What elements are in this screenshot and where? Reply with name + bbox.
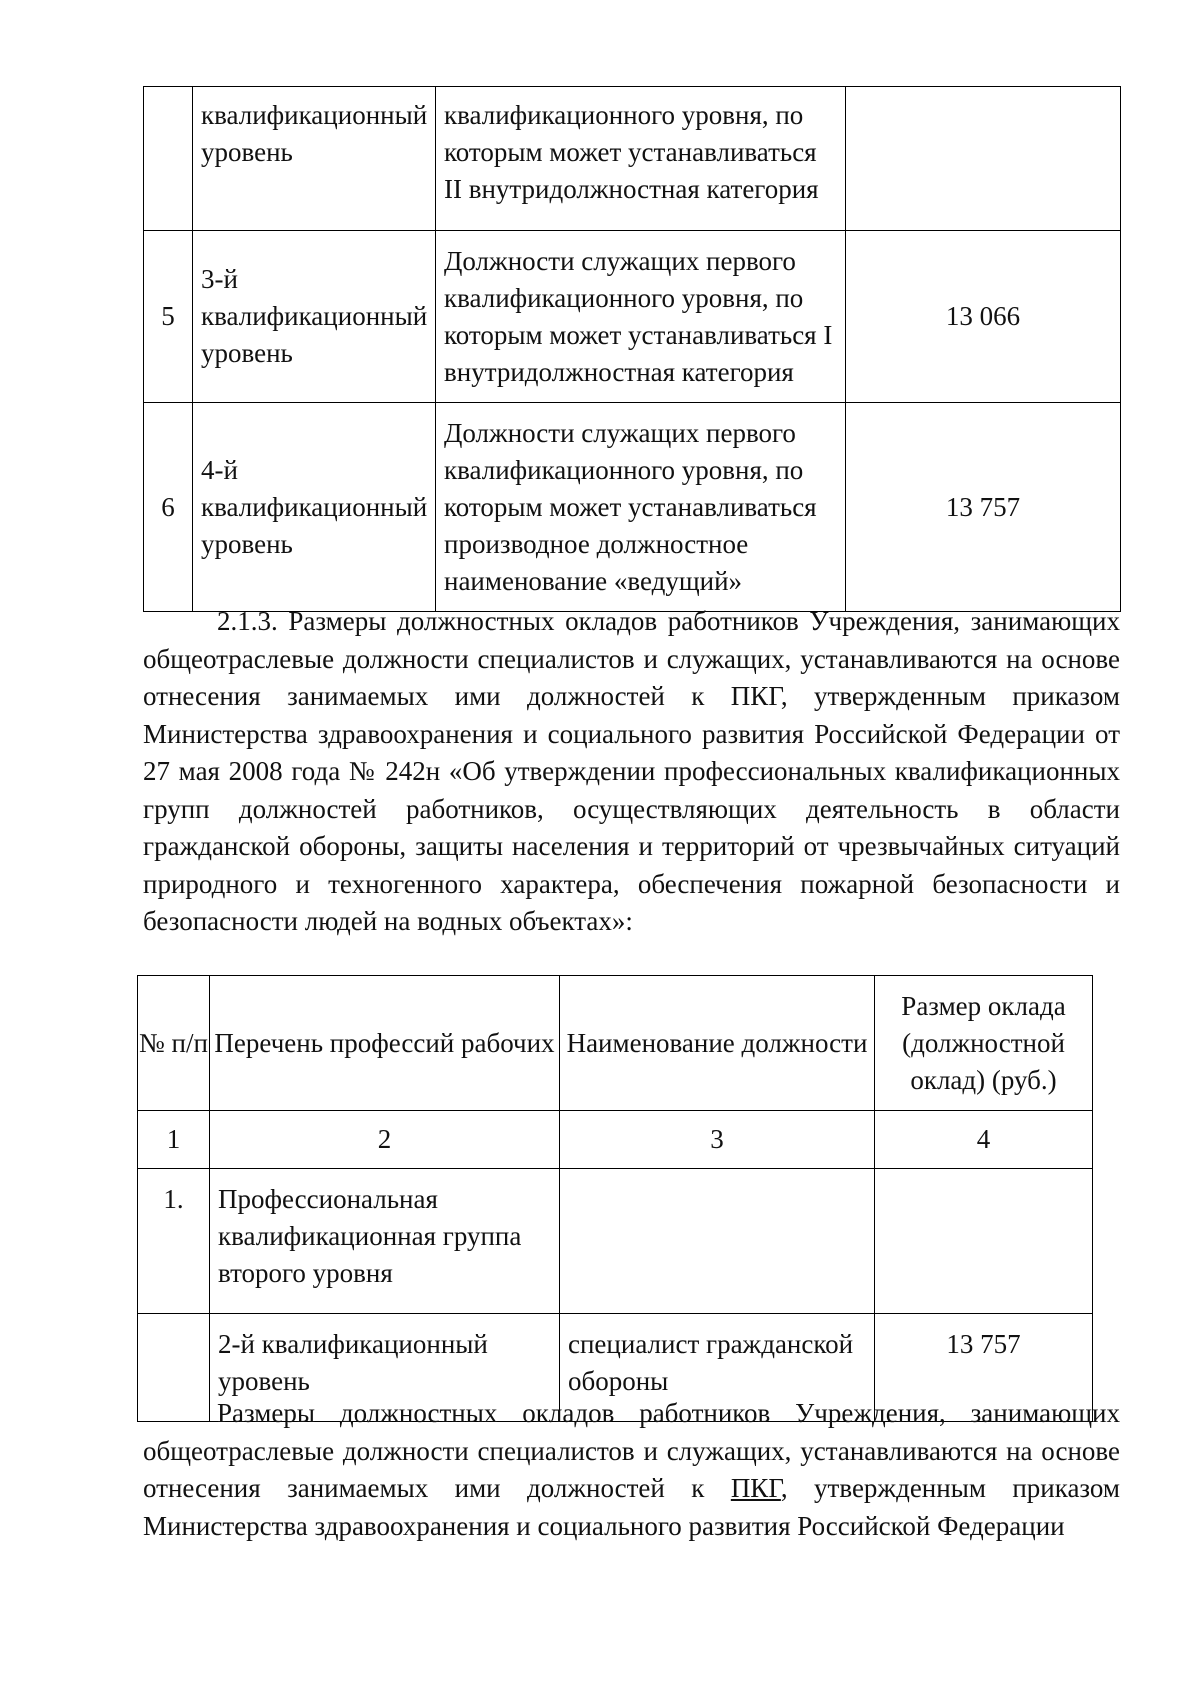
- column-number: 3: [560, 1111, 875, 1169]
- row-number: 5: [144, 231, 193, 403]
- paragraph-text: Размеры должностных окладов работников Учреждения, занимающих общеотраслевые должности специалистов и служащих, устанавливаются на основе отнесения занимаемых ими должностей к: [143, 1398, 1120, 1503]
- table-row: [144, 231, 1121, 403]
- qualification-level: 3-й квалификационный уровень: [193, 231, 436, 403]
- row-number: 1.: [138, 1169, 210, 1314]
- salary-value: 13 757: [875, 1314, 1093, 1422]
- column-header: № п/п: [138, 976, 210, 1111]
- column-number: 1: [138, 1111, 210, 1169]
- salary-value: 13 066: [846, 231, 1121, 403]
- column-header: Размер оклада (должностной оклад) (руб.): [875, 976, 1093, 1111]
- position-name: специалист гражданской обороны: [560, 1314, 875, 1422]
- salary-value: [846, 87, 1121, 231]
- section-paragraph: [143, 1395, 1120, 1545]
- qualification-group: Профессиональная квалификационная группа второго уровня: [210, 1169, 560, 1314]
- table-row: [138, 1169, 1093, 1314]
- pkg-link[interactable]: ПКГ: [730, 1473, 781, 1503]
- salary-table-continuation: [143, 86, 1121, 612]
- row-number: 6: [144, 403, 193, 612]
- column-number-row: [138, 1111, 1093, 1169]
- table-row: [144, 87, 1121, 231]
- position-description: Должности служащих первого квалификационного уровня, по которым может устанавливаться производное должностное наименование «ведущий»: [436, 403, 846, 612]
- position-description: квалификационного уровня, по которым может устанавливаться II внутридолжностная категория: [436, 87, 846, 231]
- qualification-level: 4-й квалификационный уровень: [193, 403, 436, 612]
- position-description: Должности служащих первого квалификационного уровня, по которым может устанавливаться I внутридолжностная категория: [436, 231, 846, 403]
- column-number: 2: [210, 1111, 560, 1169]
- paragraph-text: , утвержденным приказом Министерства здравоохранения и социального развития Российской Федерации: [143, 1473, 1121, 1541]
- qualification-level: 2-й квалификационный уровень: [210, 1314, 560, 1422]
- table-row: [144, 403, 1121, 612]
- column-header: Наименование должности: [560, 976, 875, 1111]
- column-number: 4: [875, 1111, 1093, 1169]
- qualification-level: квалификационный уровень: [193, 87, 436, 231]
- row-number: [144, 87, 193, 231]
- section-paragraph: 2.1.3. Размеры должностных окладов работников Учреждения, занимающих общеотраслевые должности специалистов и служащих, устанавливаются на основе отнесения занимаемых ими должностей к ПКГ, утвержденным приказом Министерства здравоохранения и социального развития Российской Федерации от 27 мая 2008 года № 242н «Об утверждении профессиональных квалификационных групп должностей работников, осуществляющих деятельность в области гражданской обороны, защиты населения и территорий от чрезвычайных ситуаций природного и техногенного характера, обеспечения пожарной безопасности и безопасности людей на водных объектах»:: [143, 606, 1120, 936]
- salary-table: [137, 975, 1093, 1422]
- salary-value: 13 757: [846, 403, 1121, 612]
- salary-value: [875, 1169, 1093, 1314]
- table-header-row: [138, 976, 1093, 1111]
- position-name: [560, 1169, 875, 1314]
- column-header: Перечень профессий рабочих: [210, 976, 560, 1111]
